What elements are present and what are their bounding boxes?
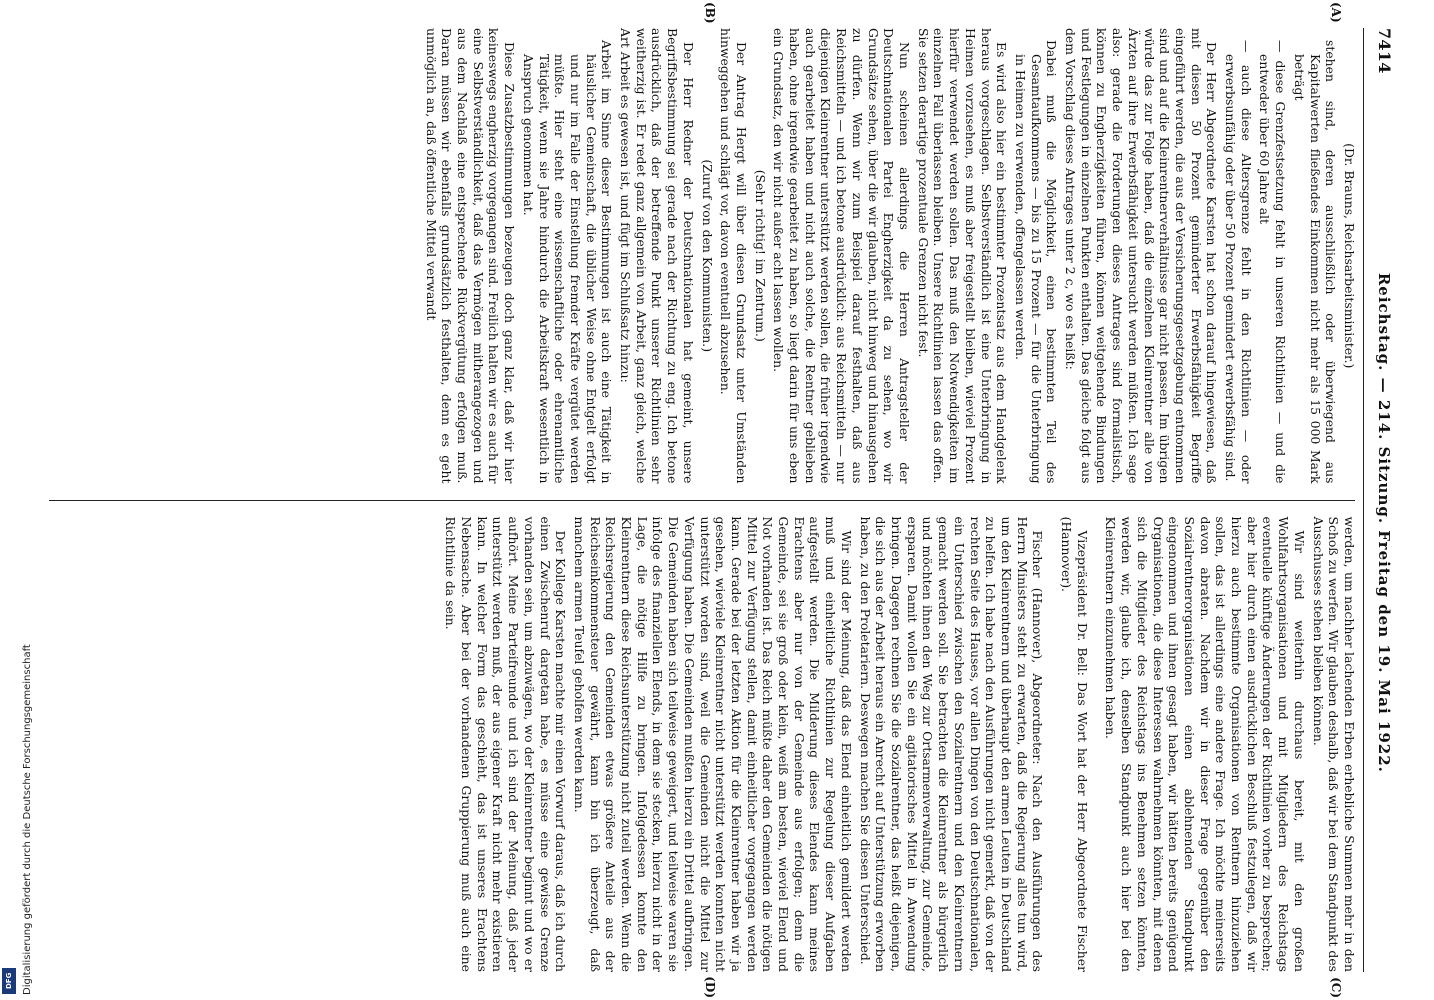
credit-text: Digitalisierung gefördert durch die Deutsche Forschungsgemeinschaft (22, 644, 33, 995)
paragraph: Nun scheinen allerdings die Herren Antragsteller der Deutschnationalen Partei Engherzigkeit da zu sehen, wo wir Grundsätze sehen, über die wir glauben, nicht hinweg und hinausgehen zu dürfen. Wenn wir zum Beispiel darauf festhalten, daß aus Reichsmitteln — und ich betone ausdrücklich: aus Reichsmitteln — nur diejenigen Kleinrentner unterstützt werden sollen, die früher irgendwie auch gearbeitet haben und nicht auch solche, die Rentner geblieben haben, ohne irgendwie gearbeitet zu haben, so liegt darin für uns eben ein Grundsatz, den wir nicht außer acht lassen wollen. (771, 28, 913, 484)
paragraph: — auch diese Altersgrenze fehlt in den Richtlinien — oder erwerbsunfähig oder über 50 Prozent gemindert erwerbsfähig sind. (1223, 40, 1254, 484)
left-column (47, 2, 1357, 484)
paragraph: Es wird also hier ein bestimmter Prozentsatz aus dem Handgelenk heraus vorgeschlagen. Selbstverständlich ist eine Unterbringung in Heimen vorzusehen, es muß aber freigestellt bleiben, wieviel Prozent hierfür verwendet werden sollen. Das muß den Notwendigkeiten im einzelnen Fall überlassen bleiben. Unsere Richtlinien lassen das offen. Sie setzen derartige prozentuale Grenzen nicht fest. (915, 28, 1010, 484)
page-header (1363, 28, 1394, 972)
margin-mark-c: (C) (1329, 977, 1343, 998)
paragraph: Der Kollege Karsten machte mir einen Vorwurf daraus, daß ich durch einen Zwischenruf dargetan habe, es müsse eine gewisse Grenze vorhanden sein, um abzuwägen, wo der Kleinrentner beginnt und wo er aufhört. Meine Parteifreunde und ich sind der Meinung, daß jeder unterstützt werden muß, der aus eigener Kraft nicht mehr existieren kann. In welcher Form das geschieht, das ist unseres Erachtens Nebensache. Aber bei der vorhandenen Gruppierung muß auch eine Richtlinie da sein. (443, 516, 569, 972)
paragraph: Diese Zusatzbestimmungen bezeugen doch ganz klar, daß wir hier keineswegs engherzig vorgegangen sind. Freilich halten wir es auch für eine Selbstverständlichkeit, daß das Vermögen mitherangezogen und aus dem Nachlaß eine entsprechende Rückvergütung erfolgen muß. Daran müssen wir ebenfalls grundsätzlich festhalten, denn es geht unmöglich an, daß öffentliche Mittel verwandt (423, 28, 518, 484)
session-title: Reichstag. — 214. Sitzung. Freitag den 19. Mai 1922. (1375, 272, 1393, 773)
interjection: (Sehr richtig! im Zentrum.) (752, 169, 768, 342)
paragraph: — diese Grenzfestsetzung fehlt in unseren Richtlinien — und die entweder über 60 Jahre alt (1257, 40, 1289, 484)
page-number: 7414 (1375, 28, 1394, 74)
speaker-note: (Dr. Brauns, Reichsarbeitsminister.) (1342, 143, 1357, 369)
paragraph: Der Antrag Hergt will über diesen Grundsatz unter Umständen hinweggehen und schlägt vor, davon eventuell abzusehen. (718, 28, 749, 484)
paragraph: werden, um nachher lachenden Erben erhebliche Summen mehr in den Schoß zu werfen. Wir glauben deshalb, daß wir bei dem Standpunkt des Ausschusses stehen bleiben können. (1310, 516, 1357, 973)
paragraph: stehen sind, deren ausschließlich oder überwiegend aus Kapitalwerten fließendes Einkommen nicht mehr als 15 000 Mark beträgt (1291, 40, 1339, 484)
right-column (47, 516, 1357, 998)
quote: Arbeit im Sinne dieser Bestimmungen ist auch eine Tätigkeit in häuslicher Gemeinschaft, die üblicher Weise ohne Entgelt erfolgt und nur im Falle der Einstellung fremder Kräfte vergütet werden müßte. Hier steht eine wissenschaftliche oder ehrenamtliche Tätigkeit, wenn sie Jahre hindurch die Arbeitskraft wesentlich in Anspruch genommen hat. (520, 40, 615, 484)
margin-mark-a: (A) (1329, 2, 1343, 23)
margin-mark-b: (B) (703, 2, 717, 24)
interjection: (Zuruf von den Kommunisten.) (699, 159, 715, 353)
paragraph: Wir sind der Meinung, daß das Elend einheitlich gemildert werden muß und einheitliche Richtlinien zur Regelung dieser Aufgaben aufgestellt werden. Die Milderung dieses Elendes kann meines Erachtens aber nur von der Gemeinde aus erfolgen; denn die Gemeinde, sei sie groß oder klein, weiß am besten, wieviel Elend und Not vorhanden ist. Das Reich müßte daher den Gemeinden die nötigen Mittel zur Verfügung stellen, damit einheitlicher vorgegangen werden kann. Gerade bei der letzten Aktion für die Kleinrentner haben wir ja gesehen, wieviele Kleinrentner nicht unterstützt werden konnten nicht unterstützt worden sind, weil die Gemeinden nicht die Mittel zur Verfügung haben. Die Gemeinden mußten hierzu ein Drittel aufbringen. Die Gemeinden haben sich teilweise geweigert, und teilweise waren sie infolge des finanziellen Elends, in dem sie stecken, hierzu nicht in der Lage, die nötige Hilfe zu bringen. Infolgedessen konnte den Kleinrentnern diese Reichsunterstützung nicht zuteil werden. Wenn die Reichsregierung den Gemeinden etwas größere Anteile aus der Reichseinkommensteuer gewährt, kann bin ich überzeugt, daß manchem armen Teufel geholfen werden kann. (571, 516, 854, 972)
chair-announcement: Vizepräsident Dr. Bell: Das Wort hat der Herr Abgeordnete Fischer (Hannover). (1059, 516, 1090, 972)
quote: Dabei muß die Möglichkeit, einen bestimmten Teil des Gesamtaufkommens — bis zu 15 Prozent — für die Unterbringung in Heimen zu verwenden, offengelassen werden. (1012, 40, 1060, 484)
paragraph: Der Herr Abgeordnete Karsten hat schon darauf hingewiesen, daß mit diesen 50 Prozent geminderter Erwerbsfähigkeit Begriffe eingeführt werden, die aus der Versicherungsgesetzgebung entnommen sind und auf die Kleinrentnerverhältnisse gar nicht passen. Im übrigen würde das zur Folge haben, daß die einzelnen Kleinrentner alle von Ärzten auf ihre Erwerbsfähigkeit untersucht werden müßten. Ich sage also: gerade die Forderungen dieses Antrages sind formalistisch, können zu Engherzigkeiten führen, können weitgehende Bindungen und Festlegungen in einzelnen Punkten enthalten. Das gleiche folgt aus dem Vorschlag dieses Antrages unter 2 c, wo es heißt: (1063, 28, 1220, 484)
scanned-page (10, 0, 1400, 1000)
paragraph: Fischer (Hannover), Abgeordneter: Nach den Ausführungen des Herrn Ministers steht zu erwarten, daß die Regierung alles tun wird, um den Kleinrentnern und überhaupt den armen Leuten in Deutschland zu helfen. Ich habe nach den Ausführungen nicht gemerkt, daß von der rechten Seite des Hauses, vor allen Dingen von den Deutschnationalen, ein Unterschied zwischen den Sozialrentnern und den Kleinrentnern gemacht werden soll. Sie betrachten die Kleinrentner als bürgerlich und möchten ihnen den Weg zur Ortsarmenverwaltung, zur Gemeinde, ersparen. Damit wollen Sie ein agitatorisches Mittel in Anwendung bringen. Dagegen rechnen Sie die Sozialrentner, das heißt diejenigen, die sich aus der Arbeit heraus ein Anrecht auf Unterstützung erworben haben, zu den Proletariern. Deswegen machen Sie diesen Unterschied. (857, 516, 1046, 972)
paragraph: Wir sind weiterhin durchaus bereit, mit den großen Wohlfahrtsorganisationen und mit Mitgliedern des Reichstags eventuelle künftige Änderungen der Richtlinien vorher zu besprechen; aber hier durch einen ausdrücklichen Beschluß festzulegen, daß wir hierzu auch bestimmte Organisationen von Rentnern hinzuziehen sollen, das ist allerdings eine andere Frage. Ich möchte meinerseits davon abraten. Nachdem wir in dieser Frage gegenüber den Sozialrentnerorganisationen einen ablehnenden Standpunkt eingenommen und ihnen gesagt haben, wir hätten bereits genügend Organisationen, die diese Interessen wahrnehmen könnten, mit denen sich die Mitglieder des Reichstags ins Benehmen setzen könnten, werden wir, glaube ich, denselben Standpunkt auch hier bei den Kleinrentnern einzunehmen haben. (1103, 516, 1307, 972)
digitization-credit (2, 0, 33, 1000)
margin-mark-d: (D) (703, 976, 717, 998)
paragraph: Der Herr Redner der Deutschnationalen hat gemeint, unsere Begriffsbestimmung sei gerade nach der Richtung zu eng. Ich betone ausdrücklich, daß der betreffende Punkt unserer Richtlinien sehr weitherzig ist. Er redet ganz allgemein von Arbeit, ganz gleich, welche Art Arbeit es gewesen ist, und fügt im Schlußsatz hinzu: (618, 28, 696, 484)
column-divider (49, 500, 1355, 501)
dfg-logo-icon: DFG (2, 968, 16, 994)
